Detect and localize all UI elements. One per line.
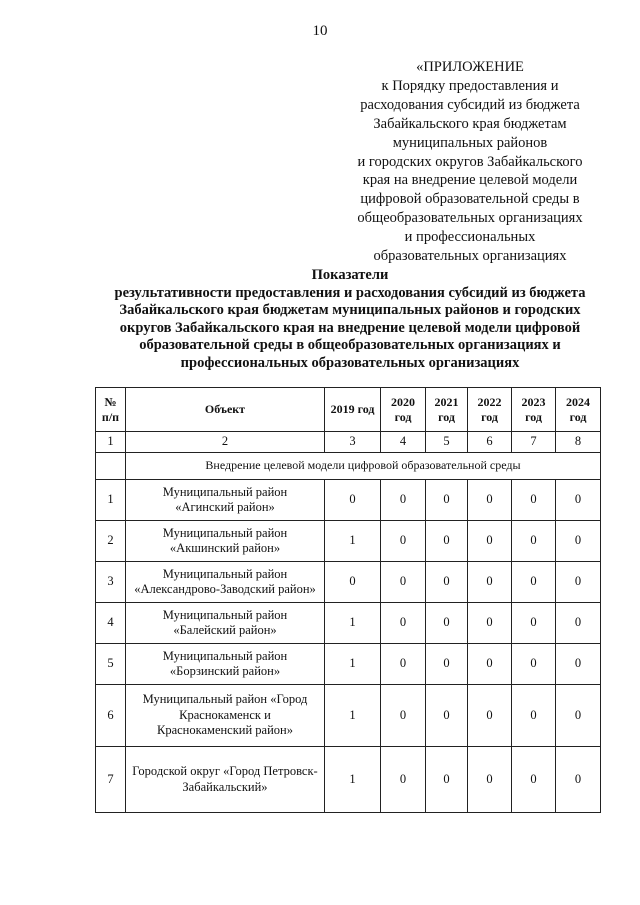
row-value-2020: 0	[381, 480, 426, 521]
row-number: 3	[96, 562, 126, 603]
column-number: 1	[96, 432, 126, 453]
appendix-line: расходования субсидий из бюджета	[360, 96, 580, 113]
object-name-line: Краснокаменский район»	[156, 723, 293, 738]
row-value-2020: 0	[381, 685, 426, 747]
row-value-2020: 0	[381, 747, 426, 813]
row-value-2024: 0	[556, 644, 601, 685]
row-number: 7	[96, 747, 126, 813]
appendix-line: образовательных организациях	[373, 248, 567, 265]
row-value-2020: 0	[381, 521, 426, 562]
appendix-line: цифровой образовательной среды в	[360, 191, 580, 208]
column-number: 4	[381, 432, 426, 453]
row-value-2022: 0	[468, 562, 512, 603]
page-number: 10	[312, 23, 328, 39]
appendix-line: «ПРИЛОЖЕНИЕ	[416, 59, 524, 75]
row-value-2022: 0	[468, 747, 512, 813]
row-value-2019: 1	[325, 747, 381, 813]
row-value-2024: 0	[556, 521, 601, 562]
row-number: 1	[96, 480, 126, 521]
appendix-line: к Порядку предоставления и	[381, 77, 559, 94]
header-2022: 2022 год	[468, 388, 512, 432]
indicators-table	[95, 387, 601, 813]
row-number: 2	[96, 521, 126, 562]
row-value-2023: 0	[512, 562, 556, 603]
object-name-line: Забайкальский»	[182, 779, 268, 794]
row-value-2022: 0	[468, 603, 512, 644]
column-number-row	[96, 432, 601, 453]
title-line: Показатели	[311, 267, 389, 283]
row-value-2022: 0	[468, 685, 512, 747]
row-value-2024: 0	[556, 603, 601, 644]
row-value-2022: 0	[468, 480, 512, 521]
row-value-2019: 1	[325, 521, 381, 562]
table-row	[96, 521, 601, 562]
column-number: 2	[126, 432, 325, 453]
appendix-line: и городских округов Забайкальского	[357, 153, 583, 170]
row-object-name	[126, 603, 325, 644]
column-number: 8	[556, 432, 601, 453]
header-2020: 2020 год	[381, 388, 426, 432]
row-value-2024: 0	[556, 480, 601, 521]
row-object-name	[126, 747, 325, 813]
appendix-line: муниципальных районов	[392, 134, 548, 151]
row-value-2021: 0	[426, 521, 468, 562]
object-name-line: Муниципальный район «Город	[142, 692, 308, 707]
column-number: 3	[325, 432, 381, 453]
row-value-2023: 0	[512, 644, 556, 685]
title-line: образовательной среды в общеобразовательных организациях и	[139, 337, 561, 354]
table-row	[96, 562, 601, 603]
section-title: Внедрение целевой модели цифровой образовательной среды	[126, 453, 601, 480]
row-object-name	[126, 480, 325, 521]
object-name-line: «Александрово-Заводский район»	[134, 582, 316, 596]
row-object-name	[126, 644, 325, 685]
row-value-2019: 1	[325, 685, 381, 747]
title-line: профессиональных образовательных организациях	[180, 354, 520, 371]
row-number: 6	[96, 685, 126, 747]
object-name-line: Муниципальный район	[162, 484, 288, 499]
row-value-2023: 0	[512, 685, 556, 747]
row-value-2024: 0	[556, 685, 601, 747]
row-value-2022: 0	[468, 521, 512, 562]
header-2019: 2019 год	[325, 388, 381, 432]
row-value-2019: 1	[325, 644, 381, 685]
table-row	[96, 480, 601, 521]
object-name-line: «Агинский район»	[175, 500, 275, 514]
row-value-2021: 0	[426, 747, 468, 813]
row-value-2021: 0	[426, 603, 468, 644]
object-name-line: «Балейский район»	[173, 623, 277, 637]
header-object: Объект	[126, 388, 325, 432]
table-row	[96, 685, 601, 747]
appendix-line: края на внедрение целевой модели	[362, 172, 578, 189]
row-value-2023: 0	[512, 747, 556, 813]
row-value-2020: 0	[381, 603, 426, 644]
header-2024: 2024 год	[556, 388, 601, 432]
row-number: 5	[96, 644, 126, 685]
section-empty-cell	[96, 453, 126, 480]
row-value-2020: 0	[381, 644, 426, 685]
row-value-2023: 0	[512, 521, 556, 562]
row-value-2021: 0	[426, 480, 468, 521]
object-name-line: Муниципальный район	[162, 648, 288, 663]
row-value-2021: 0	[426, 685, 468, 747]
row-value-2023: 0	[512, 603, 556, 644]
row-value-2020: 0	[381, 562, 426, 603]
title-line: округов Забайкальского края на внедрение целевой модели цифровой	[119, 319, 581, 336]
appendix-line: Забайкальского края бюджетам	[373, 115, 567, 132]
object-name-line: Городской округ «Город Петровск-	[132, 764, 318, 778]
row-value-2024: 0	[556, 747, 601, 813]
row-value-2024: 0	[556, 562, 601, 603]
appendix-line: и профессиональных	[404, 229, 536, 246]
object-name-line: Муниципальный район	[162, 607, 288, 622]
row-value-2019: 0	[325, 562, 381, 603]
table-row	[96, 747, 601, 813]
table-header-row	[96, 388, 601, 432]
column-number: 7	[512, 432, 556, 453]
appendix-line: общеобразовательных организациях	[357, 210, 583, 227]
row-value-2023: 0	[512, 480, 556, 521]
table-row	[96, 644, 601, 685]
section-row	[96, 453, 601, 480]
title-line: результативности предоставления и расходования субсидий из бюджета	[114, 284, 586, 301]
header-2021: 2021 год	[426, 388, 468, 432]
appendix-block	[340, 58, 600, 266]
row-number: 4	[96, 603, 126, 644]
row-object-name	[126, 685, 325, 747]
object-name-line: Краснокаменск и	[179, 707, 271, 722]
object-name-line: Муниципальный район	[162, 525, 288, 540]
row-value-2021: 0	[426, 644, 468, 685]
row-value-2019: 0	[325, 480, 381, 521]
header-2023: 2023 год	[512, 388, 556, 432]
row-value-2021: 0	[426, 562, 468, 603]
column-number: 5	[426, 432, 468, 453]
object-name-line: Муниципальный район	[162, 566, 288, 581]
row-object-name	[126, 521, 325, 562]
header-num: № п/п	[96, 388, 126, 432]
title-line: Забайкальского края бюджетам муниципальных районов и городских	[119, 302, 581, 319]
document-title	[60, 267, 640, 373]
row-value-2022: 0	[468, 644, 512, 685]
row-object-name	[126, 562, 325, 603]
column-number: 6	[468, 432, 512, 453]
row-value-2019: 1	[325, 603, 381, 644]
table-row	[96, 603, 601, 644]
object-name-line: «Борзинский район»	[169, 664, 281, 678]
object-name-line: «Акшинский район»	[169, 541, 281, 555]
